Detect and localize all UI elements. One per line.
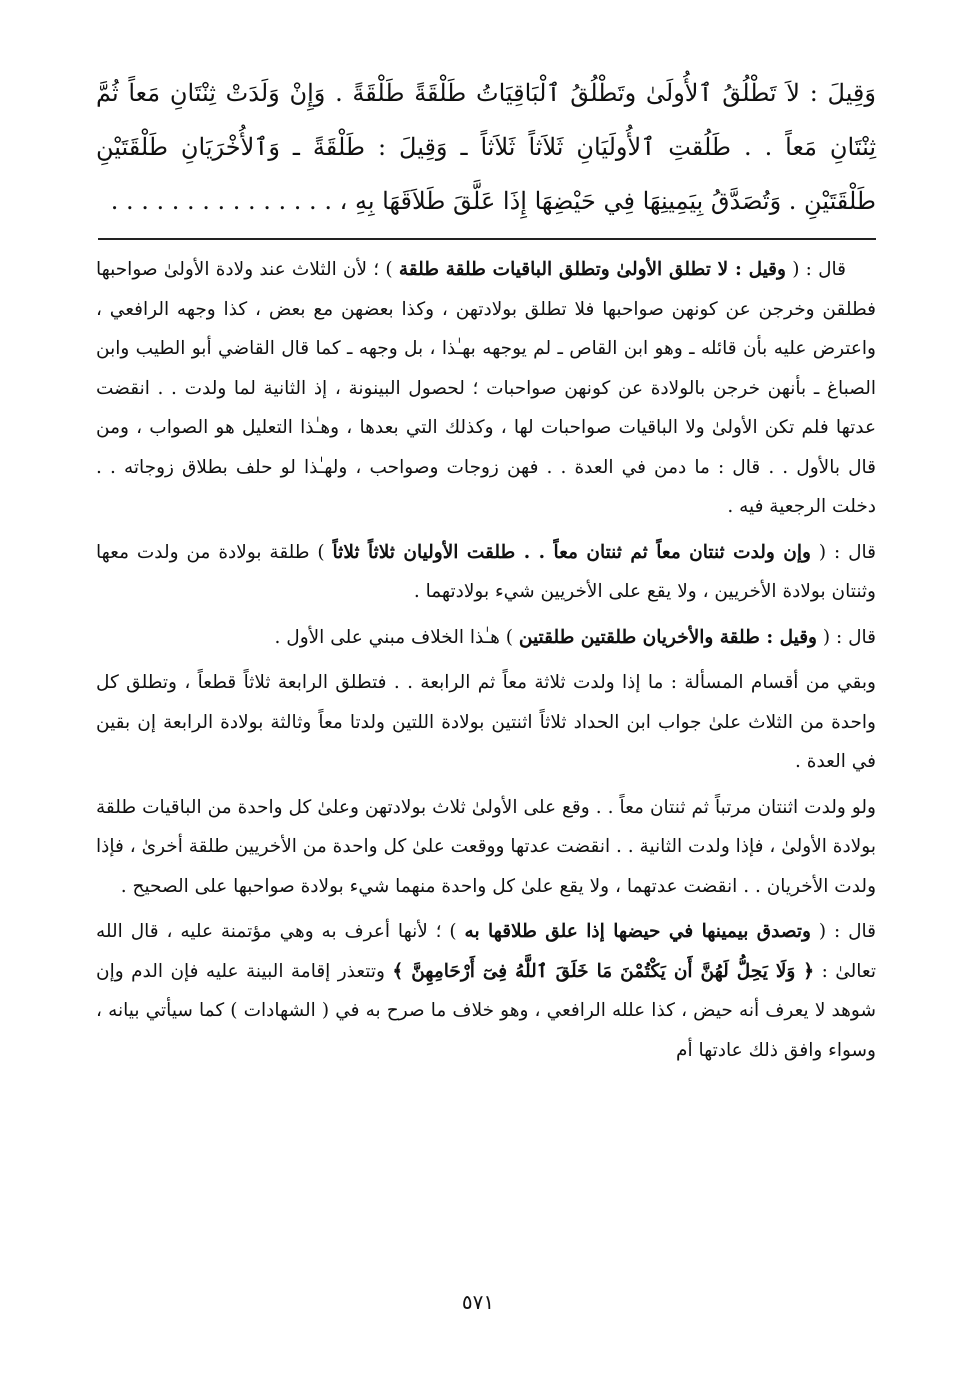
commentary-text: ) طلقة بولادة من ولدت معها وثنتان بولادة الأخريين ، ولا يقع على الأخريين شيء بولادتهما .: [96, 541, 876, 602]
commentary-text: ) هـٰذا الخلاف مبني على الأول .: [274, 626, 513, 648]
quran-verse: ﴿ وَلَا يَحِلُّ لَهُنَّ أَن يَكْتُمْنَ مَا خَلَقَ ٱللَّهُ فِىٓ أَرْحَامِهِنَّ ﴾: [392, 960, 815, 982]
separator-line: [98, 238, 876, 240]
matn-quote: وتصدق بيمينها في حيضها إذا علق طلاقها به: [464, 921, 811, 942]
sharh-commentary: [96, 250, 876, 1070]
matn-quote: وقيل : لا تطلق الأولىٰ وتطلق الباقيات طلقة طلقة: [398, 259, 786, 280]
matn-quote: وإن ولدت ثنتان معاً ثم ثنتان معاً . . طلقت الأوليان ثلاثاً ثلاثاً: [332, 541, 811, 563]
sharh-paragraph-5: ولو ولدت اثنتان مرتباً ثم ثنتان معاً . . وقع على الأولىٰ ثلاث بولادتهن وعلىٰ كل واحدة من الباقيات طلقة بولادة الأولىٰ ، فإذا ولدت الثانية . . انقضت عدتها ووقعت علىٰ كل واحدة من الأخريين طلقة أخرىٰ ، فإذا ولدت الأخريان . . انقضت عدتهما ، ولا يقع علىٰ كل واحدة منهما شيء بولادة صواحبها على الصحيح .: [96, 796, 876, 897]
sharh-paragraph-2: [96, 533, 876, 612]
commentary-text: ) ؛ لأنها أعرف به وهي مؤتمنة عليه ، قال الله تعالىٰ :: [96, 921, 876, 982]
quote-lead: قال : (: [822, 626, 876, 648]
sharh-paragraph-1: [96, 250, 876, 527]
matn-text: [96, 66, 876, 228]
sharh-paragraph-6: [96, 912, 876, 1070]
quote-lead: قال : (: [818, 541, 876, 563]
page-number: ٥٧١: [461, 1290, 495, 1314]
commentary-text: ) ؛ لأن الثلاث عند ولادة الأولىٰ صواحبها فطلقن وخرجن عن كونهن صواحبها فلا تطلق بولادتهن ، وكذا بعضهن مع بعض ، كذا وجهه الرافعي ، واعترض عليه بأن قائله ـ وهو ابن القاص ـ لم يوجهه بهـٰذا ، بل وجهه ـ كما قال القاضي أبو الطيب وابن الصباغ ـ بأنهن خرجن بالولادة عن كونهن صواحبات ؛ لحصول البينونة ، إذ الثانية لما ولدت . . انقضت عدتها فلم تكن الأولىٰ ولا الباقيات صواحبات لها ، وكذلك التي بعدها ، وهـٰذا التعليل هو الصواب ، ومن قال بالأول . . قال : ما دمن في العدة . . فهن زوجات وصواحب ، ولهـٰذا لو حلف بطلاق زوجاته . . دخلت الرجعية فيه .: [96, 259, 876, 517]
sharh-paragraph-3: [96, 618, 876, 658]
quote-lead: قال : (: [792, 259, 847, 280]
matn-quote: وقيل : طلقة والأخريان طلقتين طلقتين: [518, 626, 817, 648]
commentary-text: وتتعذر إقامة البينة عليه فإن الدم وإن شوهد لا يعرف أنه حيض ، كذا علله الرافعي ، وهو خلاف ما صرح به في ( الشهادات ) كما سيأتي بيانه ، وسواء وافق ذلك عادتها أم: [96, 960, 876, 1061]
quote-lead: قال : (: [818, 921, 876, 942]
sharh-paragraph-4: وبقي من أقسام المسألة : ما إذا ولدت ثلاثة معاً ثم الرابعة . . فتطلق الرابعة ثلاثاً قطعاً ، وتطلق كل واحدة من الثلاث علىٰ جواب ابن الحداد ثلاثاً اثنتين بولادة اللتين ولدتا معاً وثالثة بولادة الرابعة إن بقين في العدة .: [96, 672, 876, 772]
matn-paragraph: وَقِيلَ : لاَ تَطْلُقُ ٱلأُولَىٰ وتَطْلُقُ ٱلْبَاقِيَاتُ طَلْقَةً طَلْقَةً . وَإِنْ وَلَدَتْ ثِنْتَانِ مَعاً ثُمَّ ثِنْتَانِ مَعاً . . طَلُقتِ ٱلأُولَيَانِ ثَلاَثاً ثَلاَثاً ـ وَقِيلَ : طَلْقَةً ـ وَٱلأُخْرَيَانِ طَلْقَتَيْنِ طَلْقَتَيْنِ . وَتُصَدَّقُ بِيَمِينِهَا فِي حَيْضِهَا إِذَا عَلَّقَ طَلاَقَهَا بِهِ ، . . . . . . . . . . . . . . .: [96, 79, 876, 215]
page-body: [96, 66, 876, 1076]
